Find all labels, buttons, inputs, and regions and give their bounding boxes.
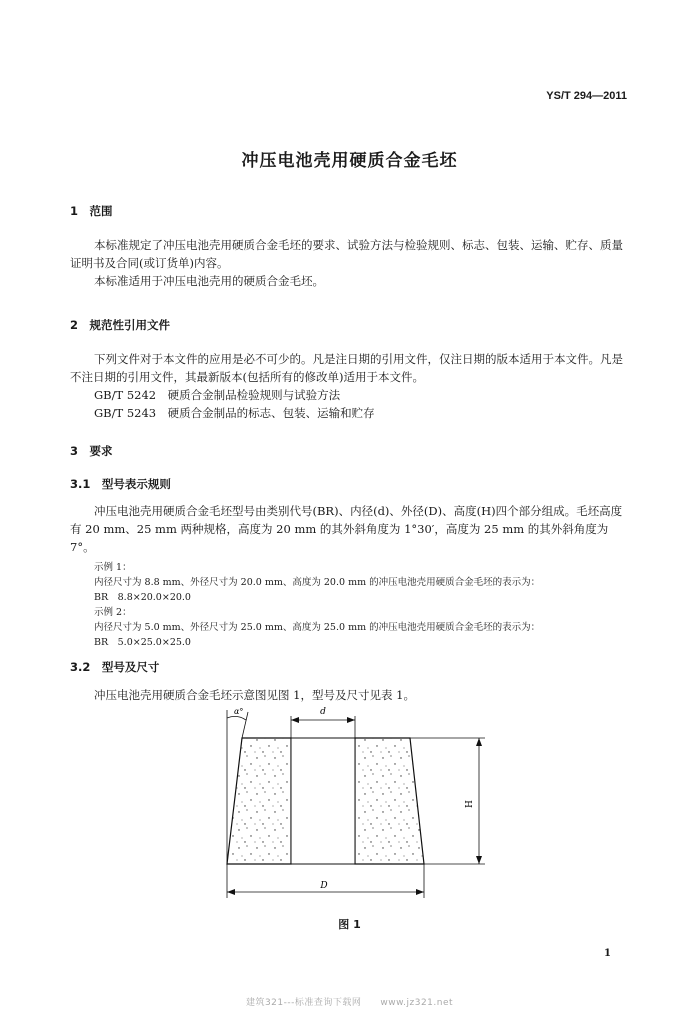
document-title: 冲压电池壳用硬质合金毛坯 bbox=[241, 151, 458, 171]
section-1-paragraph-2: 本标准适用于冲压电池壳用的硬质合金毛坯。 bbox=[94, 274, 324, 288]
blank-inner-bore bbox=[291, 738, 355, 864]
label-d: d bbox=[320, 707, 326, 717]
standard-number: YS/T 294—2011 bbox=[546, 90, 627, 102]
label-D: D bbox=[320, 881, 328, 891]
section-3-2-heading: 3.2 型号及尺寸 bbox=[70, 660, 160, 674]
reference-gb-t-5243: GB/T 5243 硬质合金制品的标志、包装、运输和贮存 bbox=[94, 406, 375, 420]
section-3-2-paragraph: 冲压电池壳用硬质合金毛坯示意图见图 1，型号及尺寸见表 1。 bbox=[94, 688, 415, 702]
example-2-code: BR 5.0×25.0×25.0 bbox=[94, 637, 191, 648]
section-3-heading: 3 要求 bbox=[70, 444, 113, 458]
section-2-heading: 2 规范性引用文件 bbox=[70, 318, 171, 332]
section-1-paragraph-1: 本标准规定了冲压电池壳用硬质合金毛坯的要求、试验方法与检验规则、标志、包装、运输、贮存、质量证明书及合同(或订货单)内容。 bbox=[70, 238, 623, 270]
example-1-text: 内径尺寸为 8.8 mm、外径尺寸为 20.0 mm、高度为 20.0 mm 的冲压电池壳用硬质合金毛坯的表示为： bbox=[94, 577, 541, 588]
blank-right-section bbox=[355, 738, 424, 864]
example-1-label: 示例 1： bbox=[94, 562, 132, 573]
blank-left-section bbox=[227, 738, 291, 864]
example-2-text: 内径尺寸为 5.0 mm、外径尺寸为 25.0 mm、高度为 25.0 mm 的冲压电池壳用硬质合金毛坯的表示为： bbox=[94, 622, 541, 633]
example-2-label: 示例 2： bbox=[94, 607, 132, 618]
label-H: H bbox=[465, 800, 475, 808]
watermark-footer: 建筑321---标准查询下载网 www.jz321.net bbox=[245, 998, 454, 1008]
section-3-1-paragraph: 冲压电池壳用硬质合金毛坯型号由类别代号(BR)、内径(d)、外径(D)、高度(H)四个部分组成。毛坯高度有 20 mm、25 mm 两种规格，高度为 20 mm 的其外斜角度为 1°30′，高度为 25 mm 的其外斜角度为 7°。 bbox=[70, 504, 623, 554]
section-1-heading: 1 范围 bbox=[70, 204, 113, 218]
example-1-code: BR 8.8×20.0×20.0 bbox=[94, 592, 191, 603]
section-3-1-heading: 3.1 型号表示规则 bbox=[70, 477, 171, 491]
page-number: 1 bbox=[604, 948, 611, 959]
angle-arc bbox=[227, 716, 246, 720]
label-alpha: α° bbox=[234, 707, 244, 716]
reference-gb-t-5242: GB/T 5242 硬质合金制品检验规则与试验方法 bbox=[94, 388, 341, 402]
figure-1-diagram bbox=[200, 700, 500, 905]
section-2-paragraph-1: 下列文件对于本文件的应用是必不可少的。凡是注日期的引用文件，仅注日期的版本适用于本文件。凡是不注日期的引用文件，其最新版本(包括所有的修改单)适用于本文件。 bbox=[70, 352, 623, 384]
figure-1-caption: 图 1 bbox=[338, 918, 361, 931]
